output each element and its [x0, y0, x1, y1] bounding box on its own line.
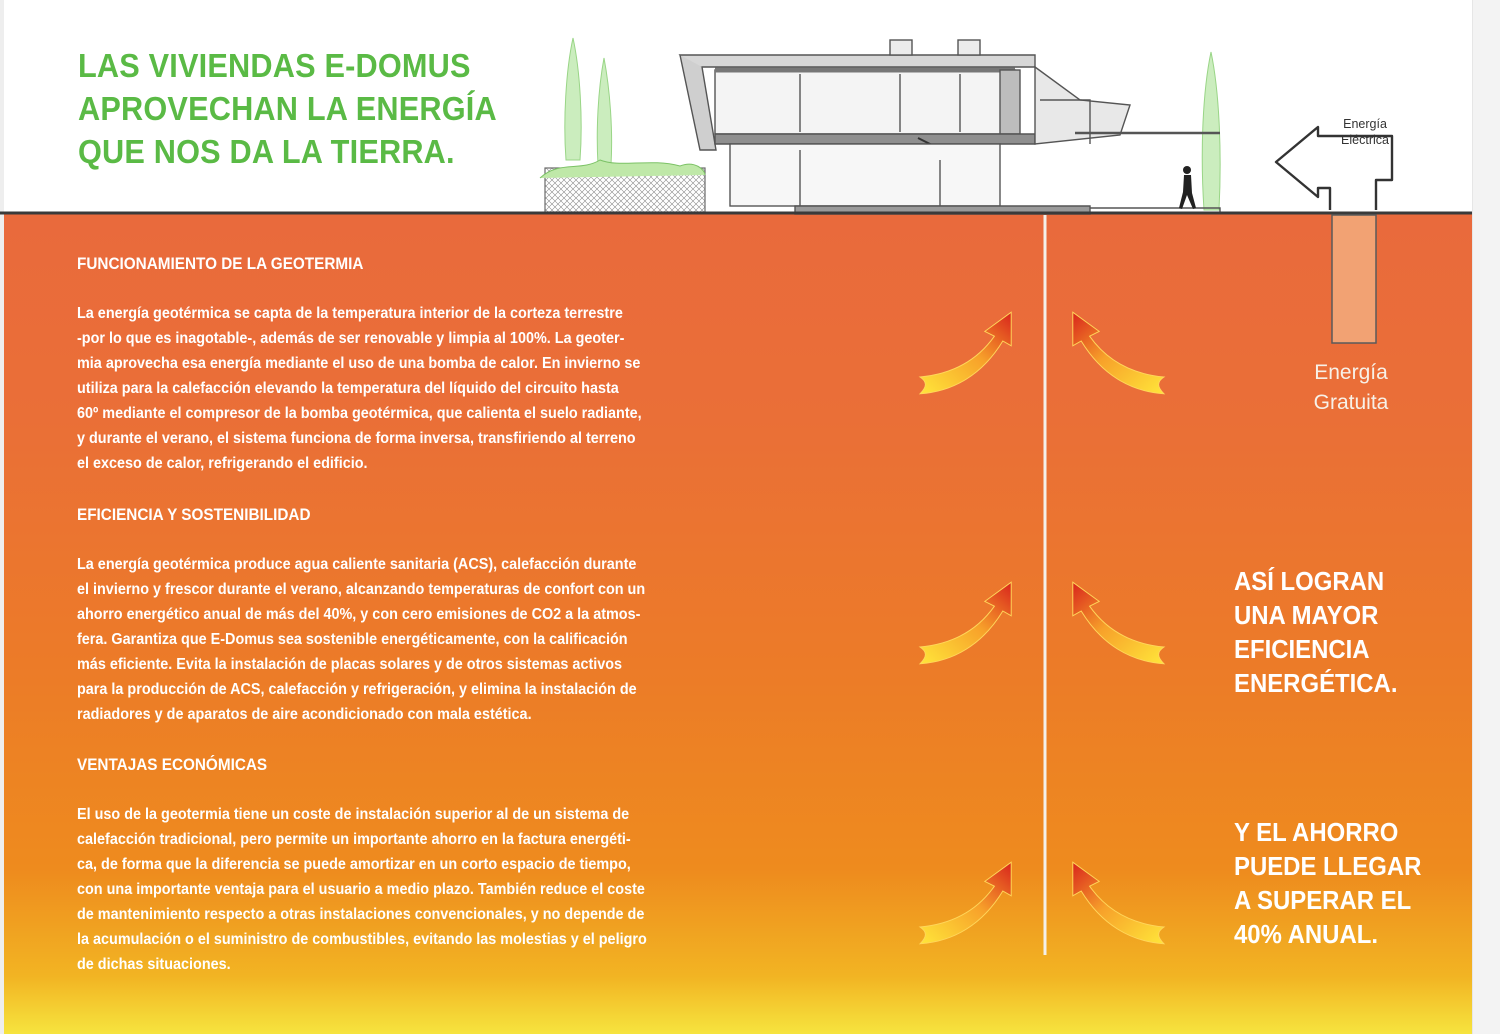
paragraph-line: utiliza para la calefacción elevando la temperatura del líquido del circuito hasta — [77, 380, 619, 397]
callout-line: 40% ANUAL. — [1234, 919, 1378, 949]
callout-line: PUEDE LLEGAR — [1234, 851, 1422, 881]
section-title: VENTAJAS ECONÓMICAS — [77, 755, 268, 774]
paragraph-line: de dichas situaciones. — [77, 956, 231, 973]
callout-line: ENERGÉTICA. — [1234, 668, 1398, 698]
paragraph-line: con una importante ventaja para el usuario a medio plazo. También reduce el coste — [77, 881, 645, 898]
free-energy-label — [1296, 358, 1406, 418]
walking-person-icon — [1179, 166, 1196, 209]
electric-energy-label-line-1: Energía — [1343, 117, 1387, 131]
section-geothermal-operation — [77, 251, 725, 476]
callout-line: UNA MAYOR — [1234, 600, 1379, 630]
paragraph-line: la acumulación o el suministro de combustibles, evitando las molestias y el peligro — [77, 931, 647, 948]
callout-line: EFICIENCIA — [1234, 634, 1370, 664]
house-section — [680, 40, 1220, 214]
paragraph-line: mia aprovecha esa energía mediante el uso de una bomba de calor. En invierno se — [77, 355, 641, 372]
callout-line: A SUPERAR EL — [1234, 885, 1412, 915]
paragraph-line: radiadores y de aparatos de aire acondicionado con mala estética. — [77, 706, 532, 723]
free-energy-label-line-2: Gratuita — [1313, 391, 1389, 414]
section-paragraph — [77, 552, 725, 727]
paragraph-line: y durante el verano, el sistema funciona de forma inversa, transfiriendo al terreno — [77, 430, 636, 447]
section-title: EFICIENCIA Y SOSTENIBILIDAD — [77, 505, 311, 524]
paragraph-line: el invierno y frescor durante el verano, alcanzando temperaturas de confort con un — [77, 581, 646, 598]
paragraph-line: La energía geotérmica se capta de la temperatura interior de la corteza terrestre — [77, 305, 623, 322]
section-paragraph — [77, 802, 725, 977]
paragraph-line: -por lo que es inagotable-, además de ser renovable y limpia al 100%. La geoter- — [77, 330, 625, 347]
paragraph-line: ca, de forma que la diferencia se puede amortizar en un corto espacio de tiempo, — [77, 856, 631, 873]
free-energy-label-line-1: Energía — [1314, 361, 1388, 384]
headline — [78, 44, 515, 173]
paragraph-line: calefacción tradicional, pero permite un importante ahorro en la factura energéti- — [77, 831, 631, 848]
heat-arrow-group — [920, 312, 1164, 944]
section-title: FUNCIONAMIENTO DE LA GEOTERMIA — [77, 254, 364, 273]
scrollbar-track[interactable] — [1472, 0, 1500, 1034]
heat-arrow-icon — [920, 862, 1011, 944]
paragraph-line: de mantenimiento respecto a otras instalaciones convencionales, y no depende de — [77, 906, 645, 923]
heat-arrow-icon — [920, 582, 1011, 664]
section-efficiency — [77, 502, 725, 727]
heat-arrow-icon — [1073, 862, 1164, 944]
headline-line-1: LAS VIVIENDAS E-DOMUS — [78, 47, 471, 84]
headline-line-3: QUE NOS DA LA TIERRA. — [78, 133, 455, 170]
paragraph-line: el exceso de calor, refrigerando el edificio. — [77, 455, 368, 472]
heat-arrow-icon — [920, 312, 1011, 394]
paragraph-line: ahorro energético anual de más del 40%, y con cero emisiones de CO2 a la atmos- — [77, 606, 641, 623]
callout-efficiency — [1234, 564, 1397, 700]
paragraph-line: El uso de la geotermia tiene un coste de instalación superior al de un sistema de — [77, 806, 630, 823]
paragraph-line: más eficiente. Evita la instalación de placas solares y de otros sistemas activos — [77, 656, 623, 673]
energy-pipe — [1332, 215, 1376, 343]
section-economic-advantages — [77, 752, 725, 977]
paragraph-line: para la producción de ACS, calefacción y refrigeración, y elimina la instalación de — [77, 681, 637, 698]
heat-arrow-icon — [1073, 312, 1164, 394]
heat-arrow-icon — [1073, 582, 1164, 664]
electric-energy-label — [1320, 116, 1410, 148]
garden-hedge — [540, 160, 705, 212]
paragraph-line: fera. Garantiza que E-Domus sea sostenible energéticamente, con la calificación — [77, 631, 628, 648]
headline-line-2: APROVECHAN LA ENERGÍA — [78, 90, 497, 127]
paragraph-line: 60º mediante el compresor de la bomba geotérmica, que calienta el suelo radiante, — [77, 405, 642, 422]
callout-line: Y EL AHORRO — [1234, 817, 1399, 847]
callout-savings — [1234, 815, 1421, 951]
section-paragraph — [77, 301, 725, 476]
paragraph-line: La energía geotérmica produce agua caliente sanitaria (ACS), calefacción durante — [77, 556, 637, 573]
electric-energy-label-line-2: Eléctrica — [1341, 133, 1389, 147]
callout-line: ASÍ LOGRAN — [1234, 566, 1385, 596]
